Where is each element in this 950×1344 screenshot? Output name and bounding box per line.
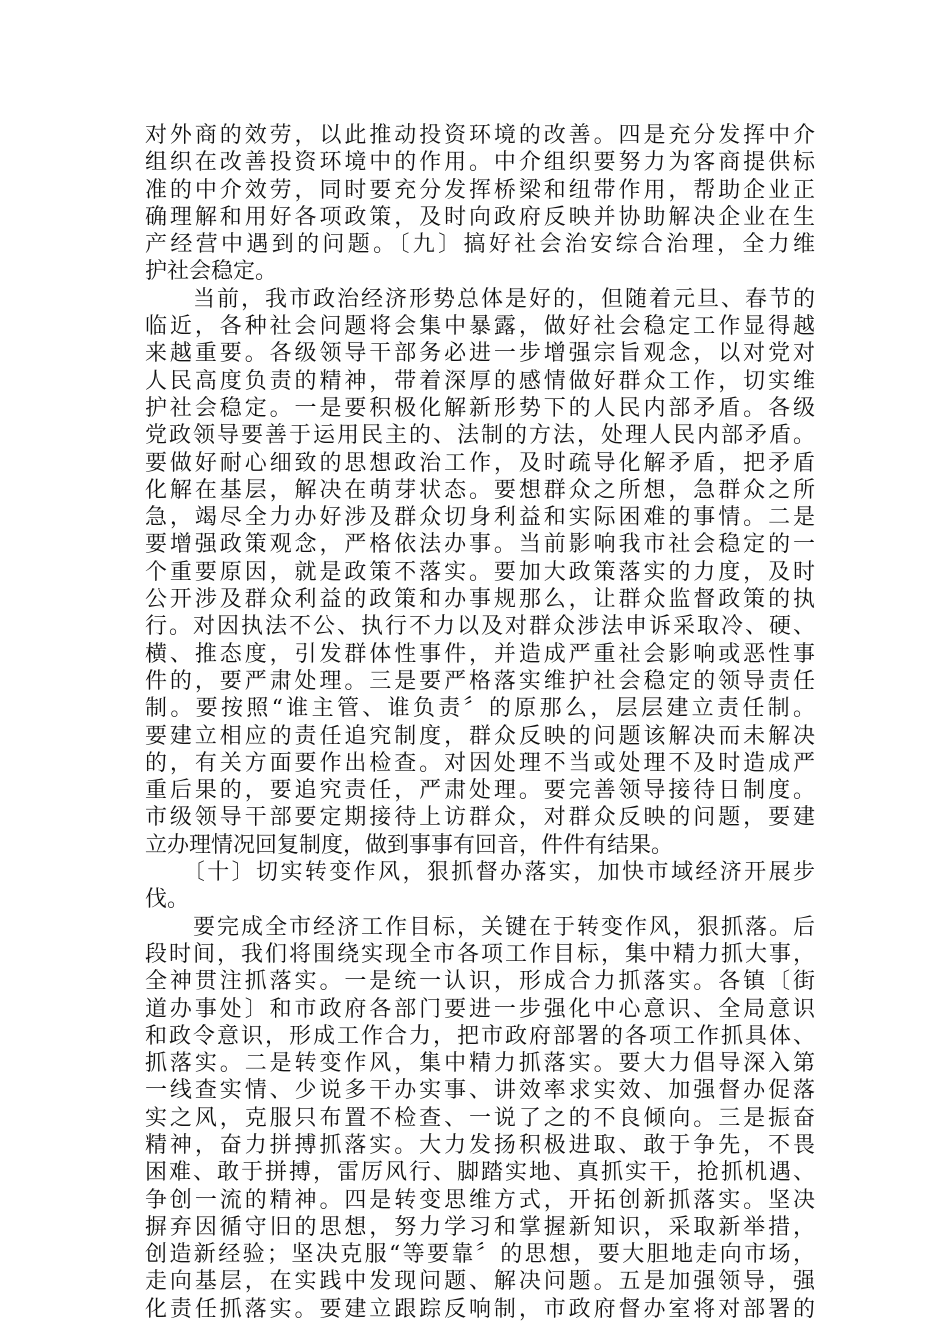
text-line: 实之风，克服只布置不检查、一说了之的不良倾向。三是振奋 — [145, 1105, 815, 1131]
text-line: 伐。 — [145, 887, 190, 913]
text-line: 立办理情况回复制度，做到事事有回音，件件有结果。 — [145, 832, 674, 858]
text-line: 精神，奋力拼搏抓落实。大力发扬积极进取、敢于争先，不畏 — [145, 1132, 815, 1158]
document-body-text — [145, 122, 815, 1323]
text-line: 党政领导要善于运用民主的、法制的方法，处理人民内部矛盾。 — [145, 423, 815, 449]
text-line: 组织在改善投资环境中的作用。中介组织要努力为客商提供标 — [145, 150, 815, 176]
text-line: 争创一流的精神。四是转变思维方式，开拓创新抓落实。坚决 — [145, 1187, 815, 1213]
text-line: 摒弃因循守旧的思想，努力学习和掌握新知识，采取新举措， — [145, 1214, 815, 1240]
text-line: 当前，我市政治经济形势总体是好的，但随着元旦、春节的 — [145, 286, 815, 312]
text-line: 产经营中遇到的问题。〔九〕搞好社会治安综合治理，全力维 — [145, 232, 815, 258]
text-line: 化责任抓落实。要建立跟踪反响制，市政府督办室将对部署的 — [145, 1296, 815, 1322]
text-line: 重后果的，要追究责任，严肃处理。要完善领导接待日制度。 — [145, 778, 815, 804]
text-line: 护社会稳定。一是要积极化解新形势下的人民内部矛盾。各级 — [145, 395, 815, 421]
text-line: 道办事处〕和市政府各部门要进一步强化中心意识、全局意识 — [145, 996, 815, 1022]
text-line: 困难、敢于拼搏，雷厉风行、脚踏实地、真抓实干，抢抓机遇、 — [145, 1160, 815, 1186]
text-line: 临近，各种社会问题将会集中暴露，做好社会稳定工作显得越 — [145, 314, 815, 340]
text-line: 创造新经验；坚决克服“等要靠〞的思想，要大胆地走向市场， — [145, 1242, 815, 1268]
text-line: 抓落实。二是转变作风，集中精力抓落实。要大力倡导深入第 — [145, 1051, 815, 1077]
text-line: 急，竭尽全力办好涉及群众切身利益和实际困难的事情。二是 — [145, 505, 815, 531]
text-line: 的，有关方面要作出检查。对因处理不当或处理不及时造成严 — [145, 750, 815, 776]
text-line: 化解在基层，解决在萌芽状态。要想群众之所想，急群众之所 — [145, 477, 815, 503]
text-line: 和政令意识，形成工作合力，把市政府部署的各项工作抓具体、 — [145, 1023, 815, 1049]
text-line: 横、推态度，引发群体性事件，并造成严重社会影响或恶性事 — [145, 641, 815, 667]
text-line: 〔十〕切实转变作风，狠抓督办落实，加快市域经济开展步 — [145, 860, 815, 886]
text-line: 准的中介效劳，同时要充分发挥桥梁和纽带作用，帮助企业正 — [145, 177, 815, 203]
text-line: 要完成全市经济工作目标，关键在于转变作风，狠抓落。后 — [145, 914, 815, 940]
text-line: 护社会稳定。 — [145, 259, 278, 285]
text-line: 人民高度负责的精神，带着深厚的感情做好群众工作，切实维 — [145, 368, 815, 394]
text-line: 确理解和用好各项政策，及时向政府反映并协助解决企业在生 — [145, 204, 815, 230]
text-line: 来越重要。各级领导干部务必进一步增强宗旨观念，以对党对 — [145, 341, 815, 367]
text-line: 制。要按照“谁主管、谁负责〞的原那么，层层建立责任制。 — [145, 696, 815, 722]
text-line: 要建立相应的责任追究制度，群众反映的问题该解决而未解决 — [145, 723, 815, 749]
text-line: 要做好耐心细致的思想政治工作，及时疏导化解矛盾，把矛盾 — [145, 450, 815, 476]
text-line: 对外商的效劳，以此推动投资环境的改善。四是充分发挥中介 — [145, 123, 815, 148]
text-line: 一线查实情、少说多干办实事、讲效率求实效、加强督办促落 — [145, 1078, 815, 1104]
text-line: 段时间，我们将围绕实现全市各项工作目标，集中精力抓大事， — [145, 941, 815, 967]
text-line: 公开涉及群众利益的政策和办事规那么，让群众监督政策的执 — [145, 587, 815, 613]
text-line: 市级领导干部要定期接待上访群众，对群众反映的问题，要建 — [145, 805, 815, 831]
text-line: 全神贯注抓落实。一是统一认识，形成合力抓落实。各镇〔街 — [145, 969, 815, 995]
text-line: 行。对因执法不公、执行不力以及对群众涉法申诉采取冷、硬、 — [145, 614, 815, 640]
text-line: 要增强政策观念，严格依法办事。当前影响我市社会稳定的一 — [145, 532, 815, 558]
text-line: 件的，要严肃处理。三是要严格落实维护社会稳定的领导责任 — [145, 668, 815, 694]
text-line: 个重要原因，就是政策不落实。要加大政策落实的力度，及时 — [145, 559, 815, 585]
text-line: 走向基层，在实践中发现问题、解决问题。五是加强领导，强 — [145, 1269, 815, 1295]
